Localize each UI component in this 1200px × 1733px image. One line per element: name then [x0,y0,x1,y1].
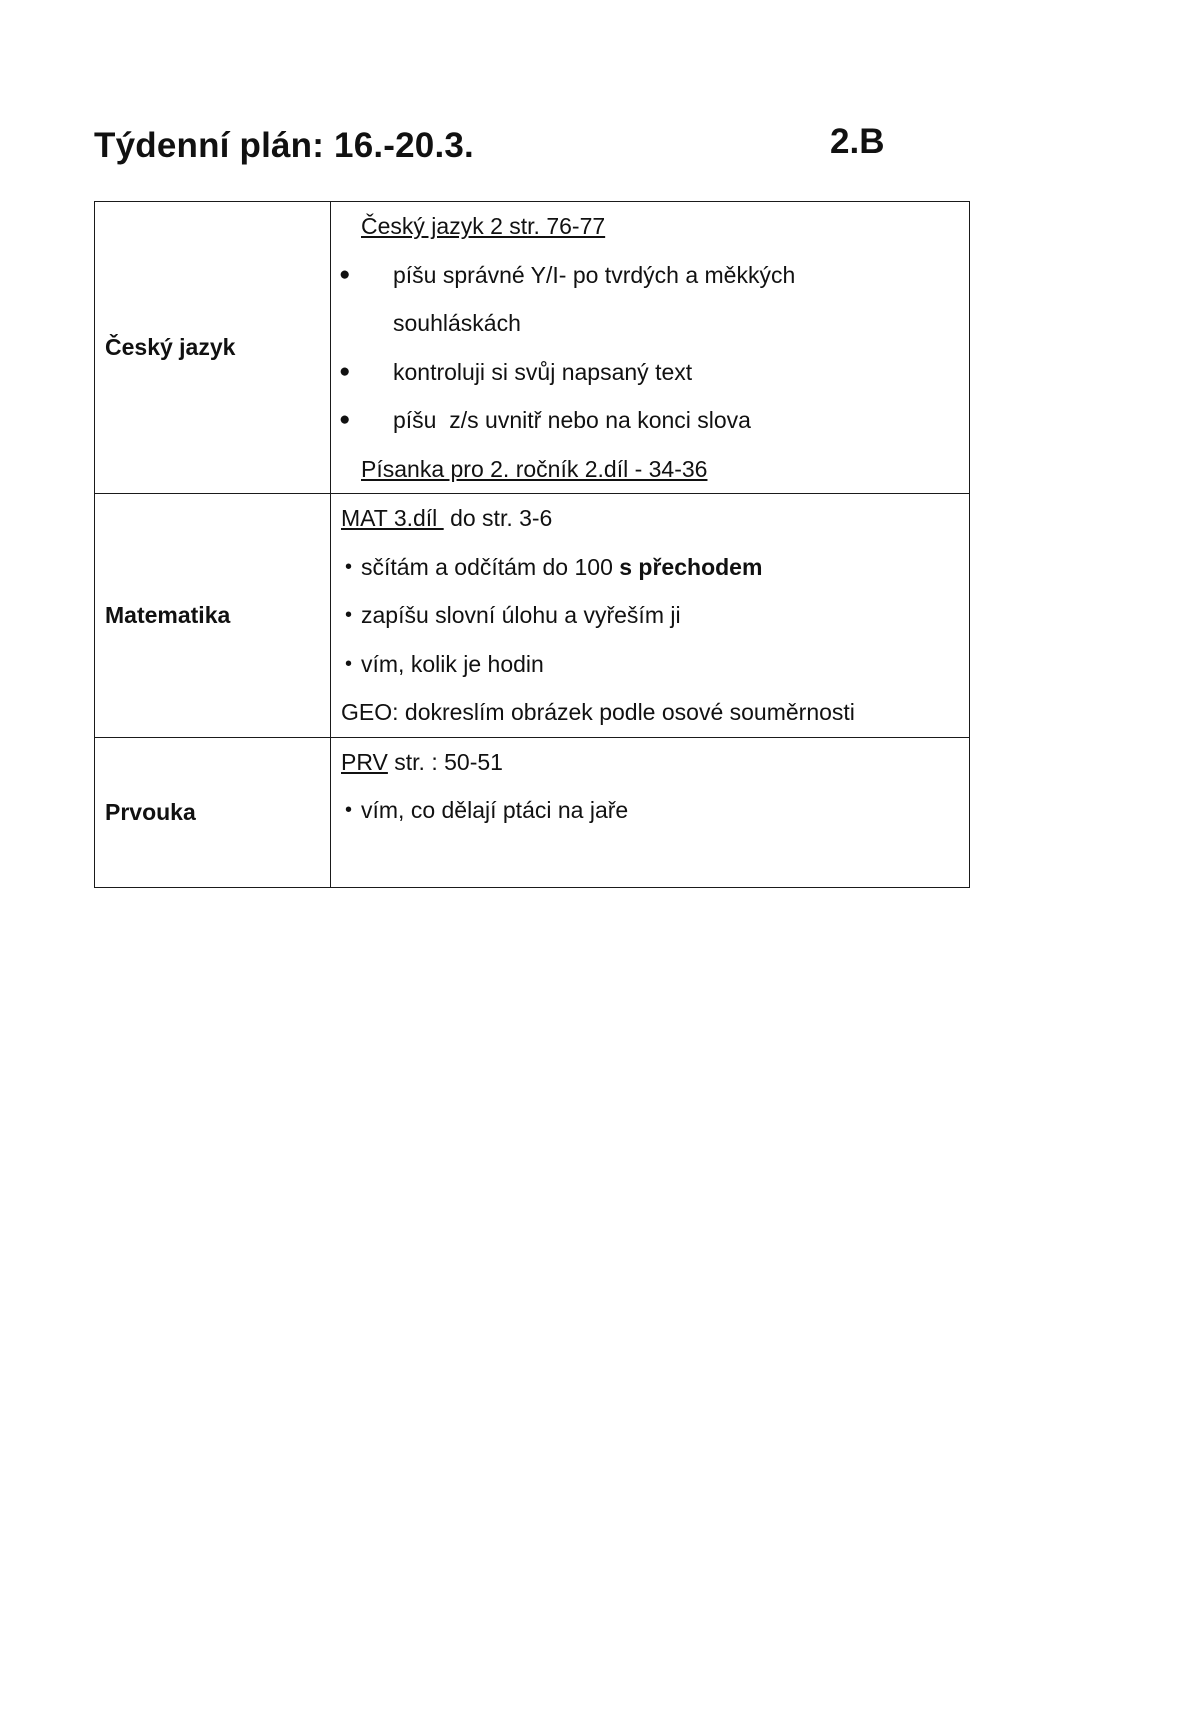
goal-text-normal: sčítám a odčítám do 100 [361,553,620,580]
list-item [331,640,969,689]
bullet-icon: ● [339,409,351,430]
list-item [331,348,969,397]
textbook-link: PRV [341,748,388,775]
subject-cell-nature [95,737,331,887]
page-header [94,118,894,178]
subject-cell-math [95,494,331,738]
subject-label: Matematika [105,601,231,628]
goal-text-bold: s přechodem [619,553,763,580]
goal-text: zapíšu slovní úlohu a vyřeším ji [361,602,681,628]
table-row-czech [95,202,970,494]
page-title: Týdenní plán: 16.-20.3. [94,126,474,165]
content-cell-nature [331,737,970,887]
table-row-nature [95,737,970,887]
list-item [331,543,969,592]
bullet-icon: ● [339,360,351,382]
goal-text: kontroluji si svůj napsaný text [393,358,693,385]
workbook-reference: Písanka pro 2. ročník 2.díl - 34-36 [361,455,708,482]
goal-text-continuation: souhláskách [393,310,521,336]
goal-text [361,543,762,592]
geometry-note: GEO: dokreslím obrázek podle osové souměrnosti [341,699,855,725]
list-item [331,591,969,640]
textbook-reference: Český jazyk 2 str. 76-77 [361,213,606,239]
textbook-pages: do str. 3-6 [443,505,553,531]
content-cell-czech [331,202,970,494]
subject-cell-czech [95,202,331,494]
goal-text: píšu z/s uvnitř nebo na konci slova [393,407,751,433]
subject-label: Prvouka [105,798,196,825]
list-item [331,396,969,445]
bullet-icon: • [345,555,353,578]
bullet-icon: • [345,652,353,675]
goal-text: vím, kolik je hodin [361,650,544,677]
textbook-link: MAT 3.díl [341,505,444,531]
bullet-icon: ● [339,263,351,285]
goal-text: vím, co dělají ptáci na jaře [361,797,629,823]
class-label: 2.B [830,122,885,161]
bullet-icon: • [345,799,353,821]
textbook-reference [331,738,969,787]
table-row-math [95,494,970,738]
empty-space [331,835,969,883]
list-item [331,786,969,835]
subject-label: Český jazyk [105,334,236,360]
bullet-icon: • [345,604,353,626]
textbook-pages: str. : 50-51 [387,748,503,775]
list-item [331,251,969,300]
textbook-reference [331,494,969,543]
goal-text: píšu správné Y/I- po tvrdých a měkkých [393,261,796,288]
weekly-plan-table [94,201,970,888]
content-cell-math [331,494,970,738]
